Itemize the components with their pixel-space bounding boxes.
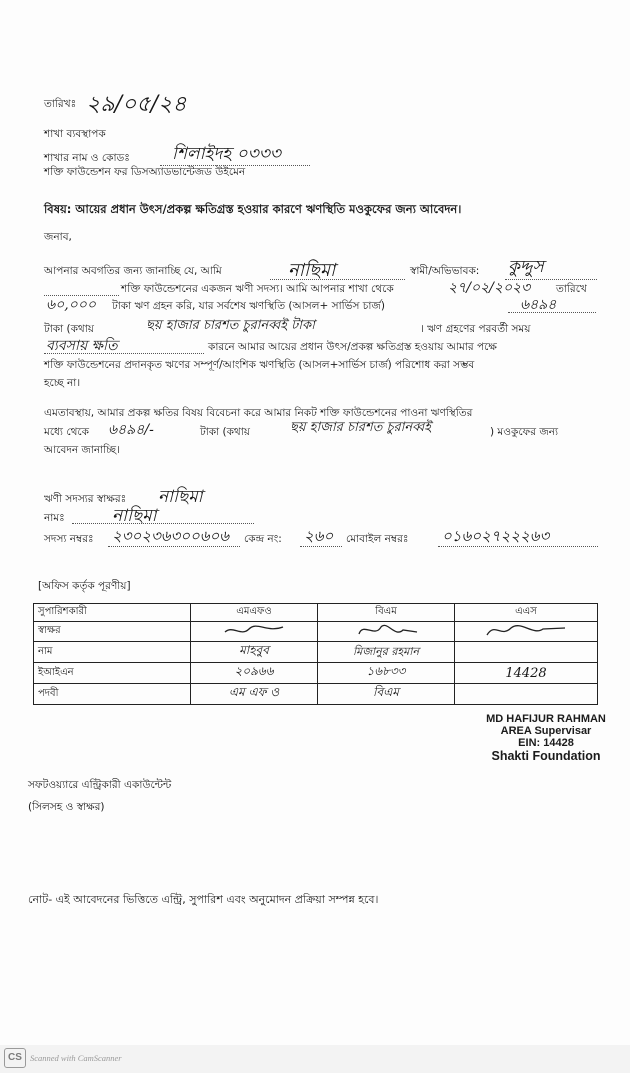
amount-words-handwritten: ছয় হাজার চারশত চুরানব্বই টাকা <box>146 318 315 333</box>
as-signature-cell <box>455 622 598 642</box>
balance-handwritten: ৬৪৯৪ <box>520 297 557 313</box>
body-text: স্বামী/অভিভাবক: <box>410 265 480 277</box>
center-label: কেন্দ্র নং: <box>244 533 282 545</box>
loan-date-handwritten: ২৭/০২/২০২৩ <box>448 280 531 296</box>
waiver-amount-handwritten: ৬৪৯৪/- <box>108 422 154 438</box>
body-text: হচ্ছে না। <box>44 377 81 389</box>
loan-amount-handwritten: ৬০,০০০ <box>46 297 96 313</box>
row-label: ইআইএন <box>34 663 191 684</box>
body-text: আপনার অবগতির জন্য জানাচ্ছি যে, আমি <box>44 265 222 277</box>
mobile-number: ০১৬০২৭২২২৬৩ <box>442 527 550 545</box>
bm-signature-cell <box>318 622 455 642</box>
member-number-underline <box>108 546 240 547</box>
table-row <box>34 622 598 642</box>
center-number: ২৬০ <box>304 527 334 545</box>
body-text: শক্তি ফাউন্ডেশনের একজন ঋণী সদস্য। আমি আপনার শাখা থেকে <box>121 283 394 295</box>
center-underline <box>300 546 342 547</box>
office-table <box>33 603 598 705</box>
body-text: টাকা (কথায় <box>200 426 250 438</box>
mfo-designation: এম এফ ও <box>191 684 318 705</box>
member-name-handwritten: নাছিমা <box>288 260 336 281</box>
salutation: জনাব, <box>44 231 72 243</box>
stamp-designation: AREA Supervisar <box>500 725 592 737</box>
organization-name: শক্তি ফাউন্ডেশন ফর ডিসঅ্যাডভান্টেজড উইমেন <box>44 166 246 178</box>
member-name: নাছিমা <box>112 506 157 526</box>
balance-underline <box>508 312 596 313</box>
table-row <box>34 642 598 663</box>
body-text: টাকা ঋণ গ্রহন করি, যার সর্বশেষ ঋণস্থিতি (আসল+ সার্ভিস চার্জ) <box>112 300 385 312</box>
bm-designation: বিএম <box>318 684 455 705</box>
bm-ein: ১৬৮৩৩ <box>318 663 455 684</box>
table-row <box>34 663 598 684</box>
table-header-cell: এমএফও <box>191 604 318 622</box>
stamp-ein: EIN: 14428 <box>518 737 574 749</box>
name-line <box>72 523 254 524</box>
area-supervisor-stamp <box>466 713 626 763</box>
body-text: । ঋণ গ্রহণের পরবর্তী সময় <box>420 323 531 335</box>
footer-note: নোট- এই আবেদনের ভিত্তিতে এন্ট্রি, সুপারিশ এবং অনুমোদন প্রক্রিয়া সম্পন্ন হবে। <box>28 893 379 906</box>
addressee-title: শাখা ব্যবস্থাপক <box>44 128 106 140</box>
mfo-signature-cell <box>191 622 318 642</box>
signature-label: ঋণী সদস্যর স্বাক্ষরঃ <box>44 493 127 505</box>
body-text: মধ্যে থেকে <box>44 426 89 438</box>
cause-underline <box>44 353 204 354</box>
stamp-organization: Shakti Foundation <box>491 749 601 763</box>
body-text: আবেদন জানাচ্ছি। <box>44 444 120 456</box>
as-designation <box>455 684 598 705</box>
date-label: তারিখঃ <box>44 98 77 110</box>
subject-line: বিষয়: আয়ের প্রধান উৎস/প্রকল্প ক্ষতিগ্রস্ত হওয়ার কারণে ঋণস্থিতি মওকুফের জন্য আবেদন। <box>44 202 462 216</box>
waiver-words-handwritten: ছয় হাজার চারশত চুরানব্বই <box>290 420 432 435</box>
row-label: নাম <box>34 642 191 663</box>
body-text: টাকা (কথায় <box>44 323 94 335</box>
accountant-note: (সিলসহ ও স্বাক্ষর) <box>28 801 105 813</box>
mfo-name: মাহবুব <box>191 642 318 663</box>
mfo-ein: ২০৯৬৬ <box>191 663 318 684</box>
stamp-name: MD HAFIJUR RAHMAN <box>486 713 606 725</box>
as-ein: 14428 <box>455 663 598 684</box>
body-text: ) মওকুফের জন্য <box>490 426 559 438</box>
as-name <box>455 642 598 663</box>
branch-label: শাখার নাম ও কোডঃ <box>44 152 130 164</box>
branch-value: শিলাইদহ ০৩৩৩ <box>172 144 281 164</box>
member-signature: নাছিমা <box>158 487 203 507</box>
row-label: পদবী <box>34 684 191 705</box>
body-text: কারনে আমার আয়ের প্রধান উৎস/প্রকল্প ক্ষতিগ্রস্ত হওয়ায় আমার পক্ষে <box>208 341 497 353</box>
body-text: এমতাবস্থায়, আমার প্রকল্প ক্ষতির বিষয় বিবেচনা করে আমার নিকট শক্তি ফাউন্ডেশনের পাওনা ঋণস্থিতির <box>44 407 473 419</box>
mobile-label: মোবাইল নম্বরঃ <box>346 533 409 545</box>
name-underline <box>270 279 405 280</box>
name-label: নামঃ <box>44 512 65 524</box>
table-header-cell: এএস <box>455 604 598 622</box>
member-number-label: সদস্য নম্বরঃ <box>44 533 94 545</box>
guardian-handwritten: কুদ্দুস <box>508 257 544 277</box>
bm-name: মিজানুর রহমান <box>318 642 455 663</box>
table-header-cell: সুপারিশকারী <box>34 604 191 622</box>
signature-scribble <box>219 623 289 637</box>
table-row <box>34 684 598 705</box>
cause-handwritten: ব্যবসায় ক্ষতি <box>46 338 118 354</box>
row-label: স্বাক্ষর <box>34 622 191 642</box>
camscanner-logo: CS <box>4 1048 26 1068</box>
signature-scribble <box>351 622 421 638</box>
accountant-title: সফটওয়্যারে এন্ট্রিকারী একাউন্টেন্ট <box>28 779 172 791</box>
mobile-underline <box>438 546 598 547</box>
camscanner-watermark: Scanned with CamScanner <box>30 1053 122 1063</box>
body-text: তারিখে <box>556 283 587 295</box>
table-header-row <box>34 604 598 622</box>
office-section-heading: [অফিস কর্তৃক পূরণীয়] <box>38 580 131 592</box>
table-header-cell: বিএম <box>318 604 455 622</box>
member-number: ২৩০২৩৬৩০০৬০৬ <box>112 527 230 545</box>
signature-scribble <box>481 622 571 638</box>
date-value: ২৯/০৫/২৪ <box>86 92 187 117</box>
body-text: শক্তি ফাউন্ডেশনের প্রদানকৃত ঋণের সম্পূর্ণ/আংশিক ঋণস্থিতি (আসল+সার্ভিস চার্জ) পরিশোধ করা সম্ভব <box>44 359 475 371</box>
